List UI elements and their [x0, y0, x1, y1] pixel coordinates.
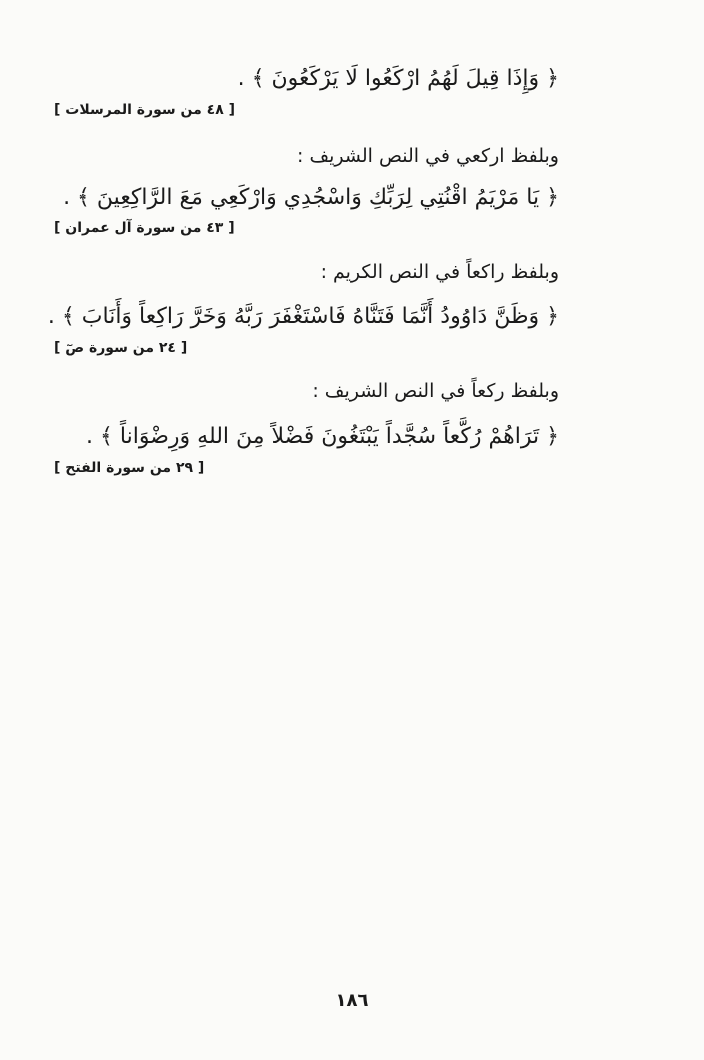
intro-text: وبلفظ اركعي في النص الشريف : — [297, 145, 559, 167]
verse-reference: [ ٢٤ من سورة صٓ ] — [54, 340, 188, 356]
verse-text: ﴿ تَرَاهُمْ رُكَّعاً سُجَّداً يَبْتَغُونَ فَضْلاً مِنَ اللهِ وَرِضْوَاناً ﴾ . — [86, 424, 559, 449]
page-number: ١٨٦ — [335, 990, 369, 1011]
verse-reference: [ ٤٣ من سورة آل عمران ] — [54, 220, 235, 236]
verse-reference: [ ٢٩ من سورة الفتح ] — [54, 460, 205, 476]
intro-text: وبلفظ راكعاً في النص الكريم : — [320, 261, 559, 283]
verse-text: ﴿ وَظَنَّ دَاوُودُ أَنَّمَا فَتَنَّاهُ فَاسْتَغْفَرَ رَبَّهُ وَخَرَّ رَاكِعاً وَأَنَابَ ﴾ . — [47, 304, 559, 329]
verse-reference: [ ٤٨ من سورة المرسلات ] — [54, 102, 236, 118]
verse-text: ﴿ وَإِذَا قِيلَ لَهُمُ ارْكَعُوا لَا يَرْكَعُونَ ﴾ . — [237, 66, 559, 91]
intro-text: وبلفظ ركعاً في النص الشريف : — [312, 380, 559, 402]
verse-text: ﴿ يَا مَرْيَمُ اقْنُتِي لِرَبِّكِ وَاسْجُدِي وَارْكَعِي مَعَ الرَّاكِعِينَ ﴾ . — [63, 185, 559, 210]
